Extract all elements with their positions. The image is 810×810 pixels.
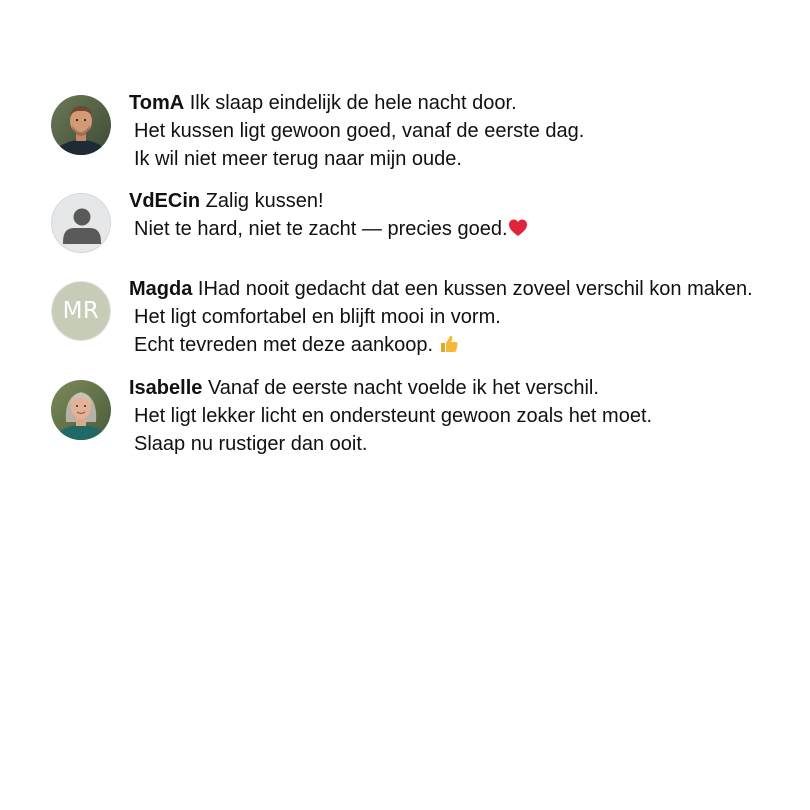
comment-author[interactable]: VdECin (129, 190, 201, 212)
woman-photo-avatar[interactable] (51, 380, 111, 440)
comment-author[interactable]: Isabelle (129, 377, 203, 399)
user-silhouette-icon[interactable] (51, 193, 111, 253)
initials-avatar[interactable]: MR (51, 281, 111, 341)
default-avatar-graphic (52, 194, 111, 253)
comment-line: Het ligt comfortabel en blijft mooi in vorm. (134, 306, 501, 328)
comment-line: Zalig kussen! (200, 190, 324, 212)
comment-line: Echt tevreden met deze aankoop. (134, 334, 439, 356)
comment-line: Vanaf de eerste nacht voelde ik het verschil. (207, 377, 599, 399)
comment-author[interactable]: TomA (129, 92, 185, 114)
comment-text (129, 187, 528, 243)
comment-text (129, 374, 652, 458)
comment-line: Het ligt lekker licht en ondersteunt gewoon zoals het moet. (134, 405, 653, 427)
red-heart-emoji (508, 218, 528, 238)
avatar-photo (51, 380, 111, 440)
comment-line: Niet te hard, niet te zacht — precies goed. (134, 218, 508, 240)
comment-author[interactable]: Magda (129, 278, 193, 300)
comment-text (129, 89, 584, 173)
man-photo-avatar[interactable] (51, 95, 111, 155)
comment-line: Ilk slaap eindelijk de hele nacht door. (189, 92, 517, 114)
comment-line: IHad nooit gedacht dat een kussen zoveel verschil kon maken. (197, 278, 753, 300)
avatar-photo (51, 95, 111, 155)
comment-line: Ik wil niet meer terug naar mijn oude. (134, 148, 462, 170)
thumbs-up-emoji (439, 334, 459, 354)
comment-line: Slaap nu rustiger dan ooit. (134, 433, 368, 455)
comment-line: Het kussen ligt gewoon goed, vanaf de eerste dag. (134, 120, 585, 142)
comment-text (129, 275, 753, 359)
